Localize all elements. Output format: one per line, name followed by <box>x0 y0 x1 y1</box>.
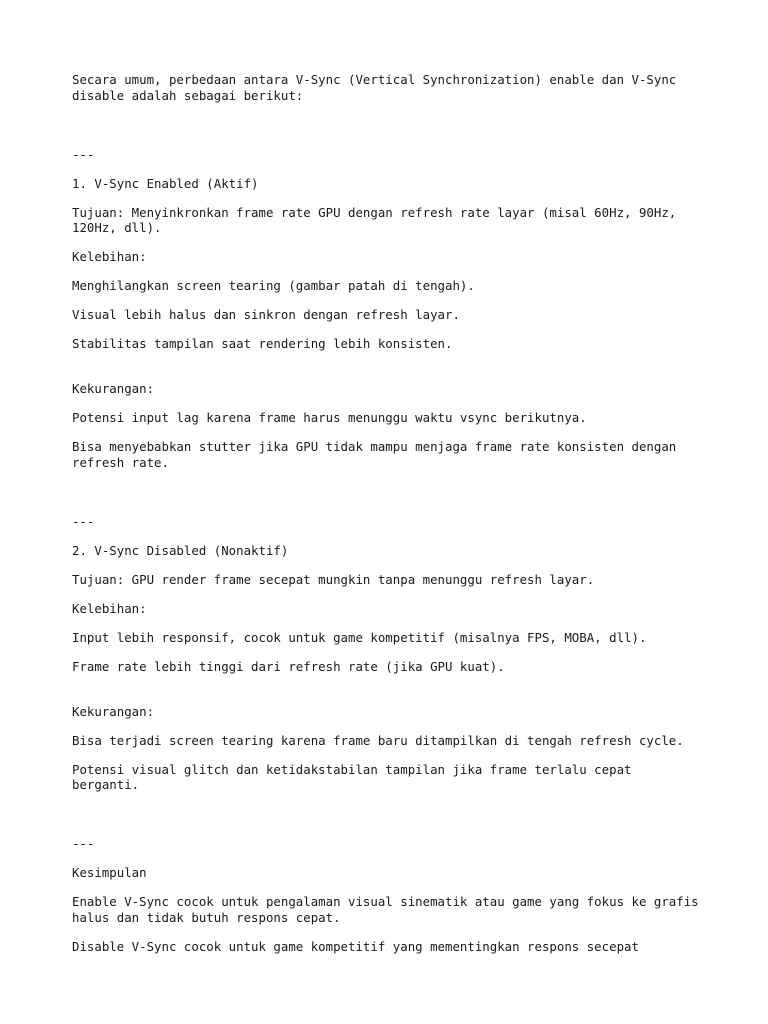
document-page <box>72 72 707 968</box>
section2-kelebihan-item: Input lebih responsif, cocok untuk game kompetitif (misalnya FPS, MOBA, dll). <box>72 629 647 645</box>
section2-kekurangan-item: Bisa terjadi screen tearing karena frame baru ditampilkan di tengah refresh cycle. <box>72 732 684 748</box>
separator: --- <box>72 513 95 529</box>
conclusion-item: Disable V-Sync cocok untuk game kompetitif yang mementingkan respons secepat <box>72 938 639 954</box>
conclusion-item: Enable V-Sync cocok untuk pengalaman visual sinematik atau game yang fokus ke grafis halus dan tidak butuh respons cepat. <box>72 894 707 925</box>
spacer <box>72 688 702 704</box>
section2-heading: 2. V-Sync Disabled (Nonaktif) <box>72 542 289 558</box>
section1-kekurangan-item: Potensi input lag karena frame harus menunggu waktu vsync berikutnya. <box>72 410 587 425</box>
spacer <box>72 484 702 514</box>
section1-kekurangan-label: Kekurangan: <box>72 381 155 396</box>
section2-tujuan: Tujuan: GPU render frame secepat mungkin tanpa menunggu refresh layar. <box>72 571 595 587</box>
section1-kelebihan-item: Stabilitas tampilan saat rendering lebih konsisten. <box>72 336 453 351</box>
section1-kelebihan-item: Menghilangkan screen tearing (gambar patah di tengah). <box>72 278 475 293</box>
spacer <box>72 365 702 381</box>
conclusion-heading: Kesimpulan <box>72 865 147 880</box>
section1-heading: 1. V-Sync Enabled (Aktif) <box>72 175 259 191</box>
intro-paragraph: Secara umum, perbedaan antara V-Sync (Vertical Synchronization) enable dan V-Sync disable adalah sebagai berikut: <box>72 72 684 103</box>
section2-kekurangan-item: Potensi visual glitch dan ketidakstabilan tampilan jika frame terlalu cepat berganti. <box>72 761 639 792</box>
spacer <box>72 117 702 147</box>
section1-kelebihan-label: Kelebihan: <box>72 249 147 264</box>
section1-tujuan: Tujuan: Menyinkronkan frame rate GPU dengan refresh rate layar (misal 60Hz, 90Hz, 120Hz, dll). <box>72 204 684 235</box>
section2-kekurangan-label: Kekurangan: <box>72 703 155 719</box>
section2-kelebihan-label: Kelebihan: <box>72 600 147 616</box>
section2-kelebihan-item: Frame rate lebih tinggi dari refresh rate (jika GPU kuat). <box>72 658 505 674</box>
separator: --- <box>72 836 95 851</box>
separator: --- <box>72 146 95 162</box>
section1-kelebihan-item: Visual lebih halus dan sinkron dengan refresh layar. <box>72 307 460 322</box>
section1-kekurangan-item: Bisa menyebabkan stutter jika GPU tidak mampu menjaga frame rate konsisten dengan refresh rate. <box>72 439 684 470</box>
spacer <box>72 806 702 836</box>
